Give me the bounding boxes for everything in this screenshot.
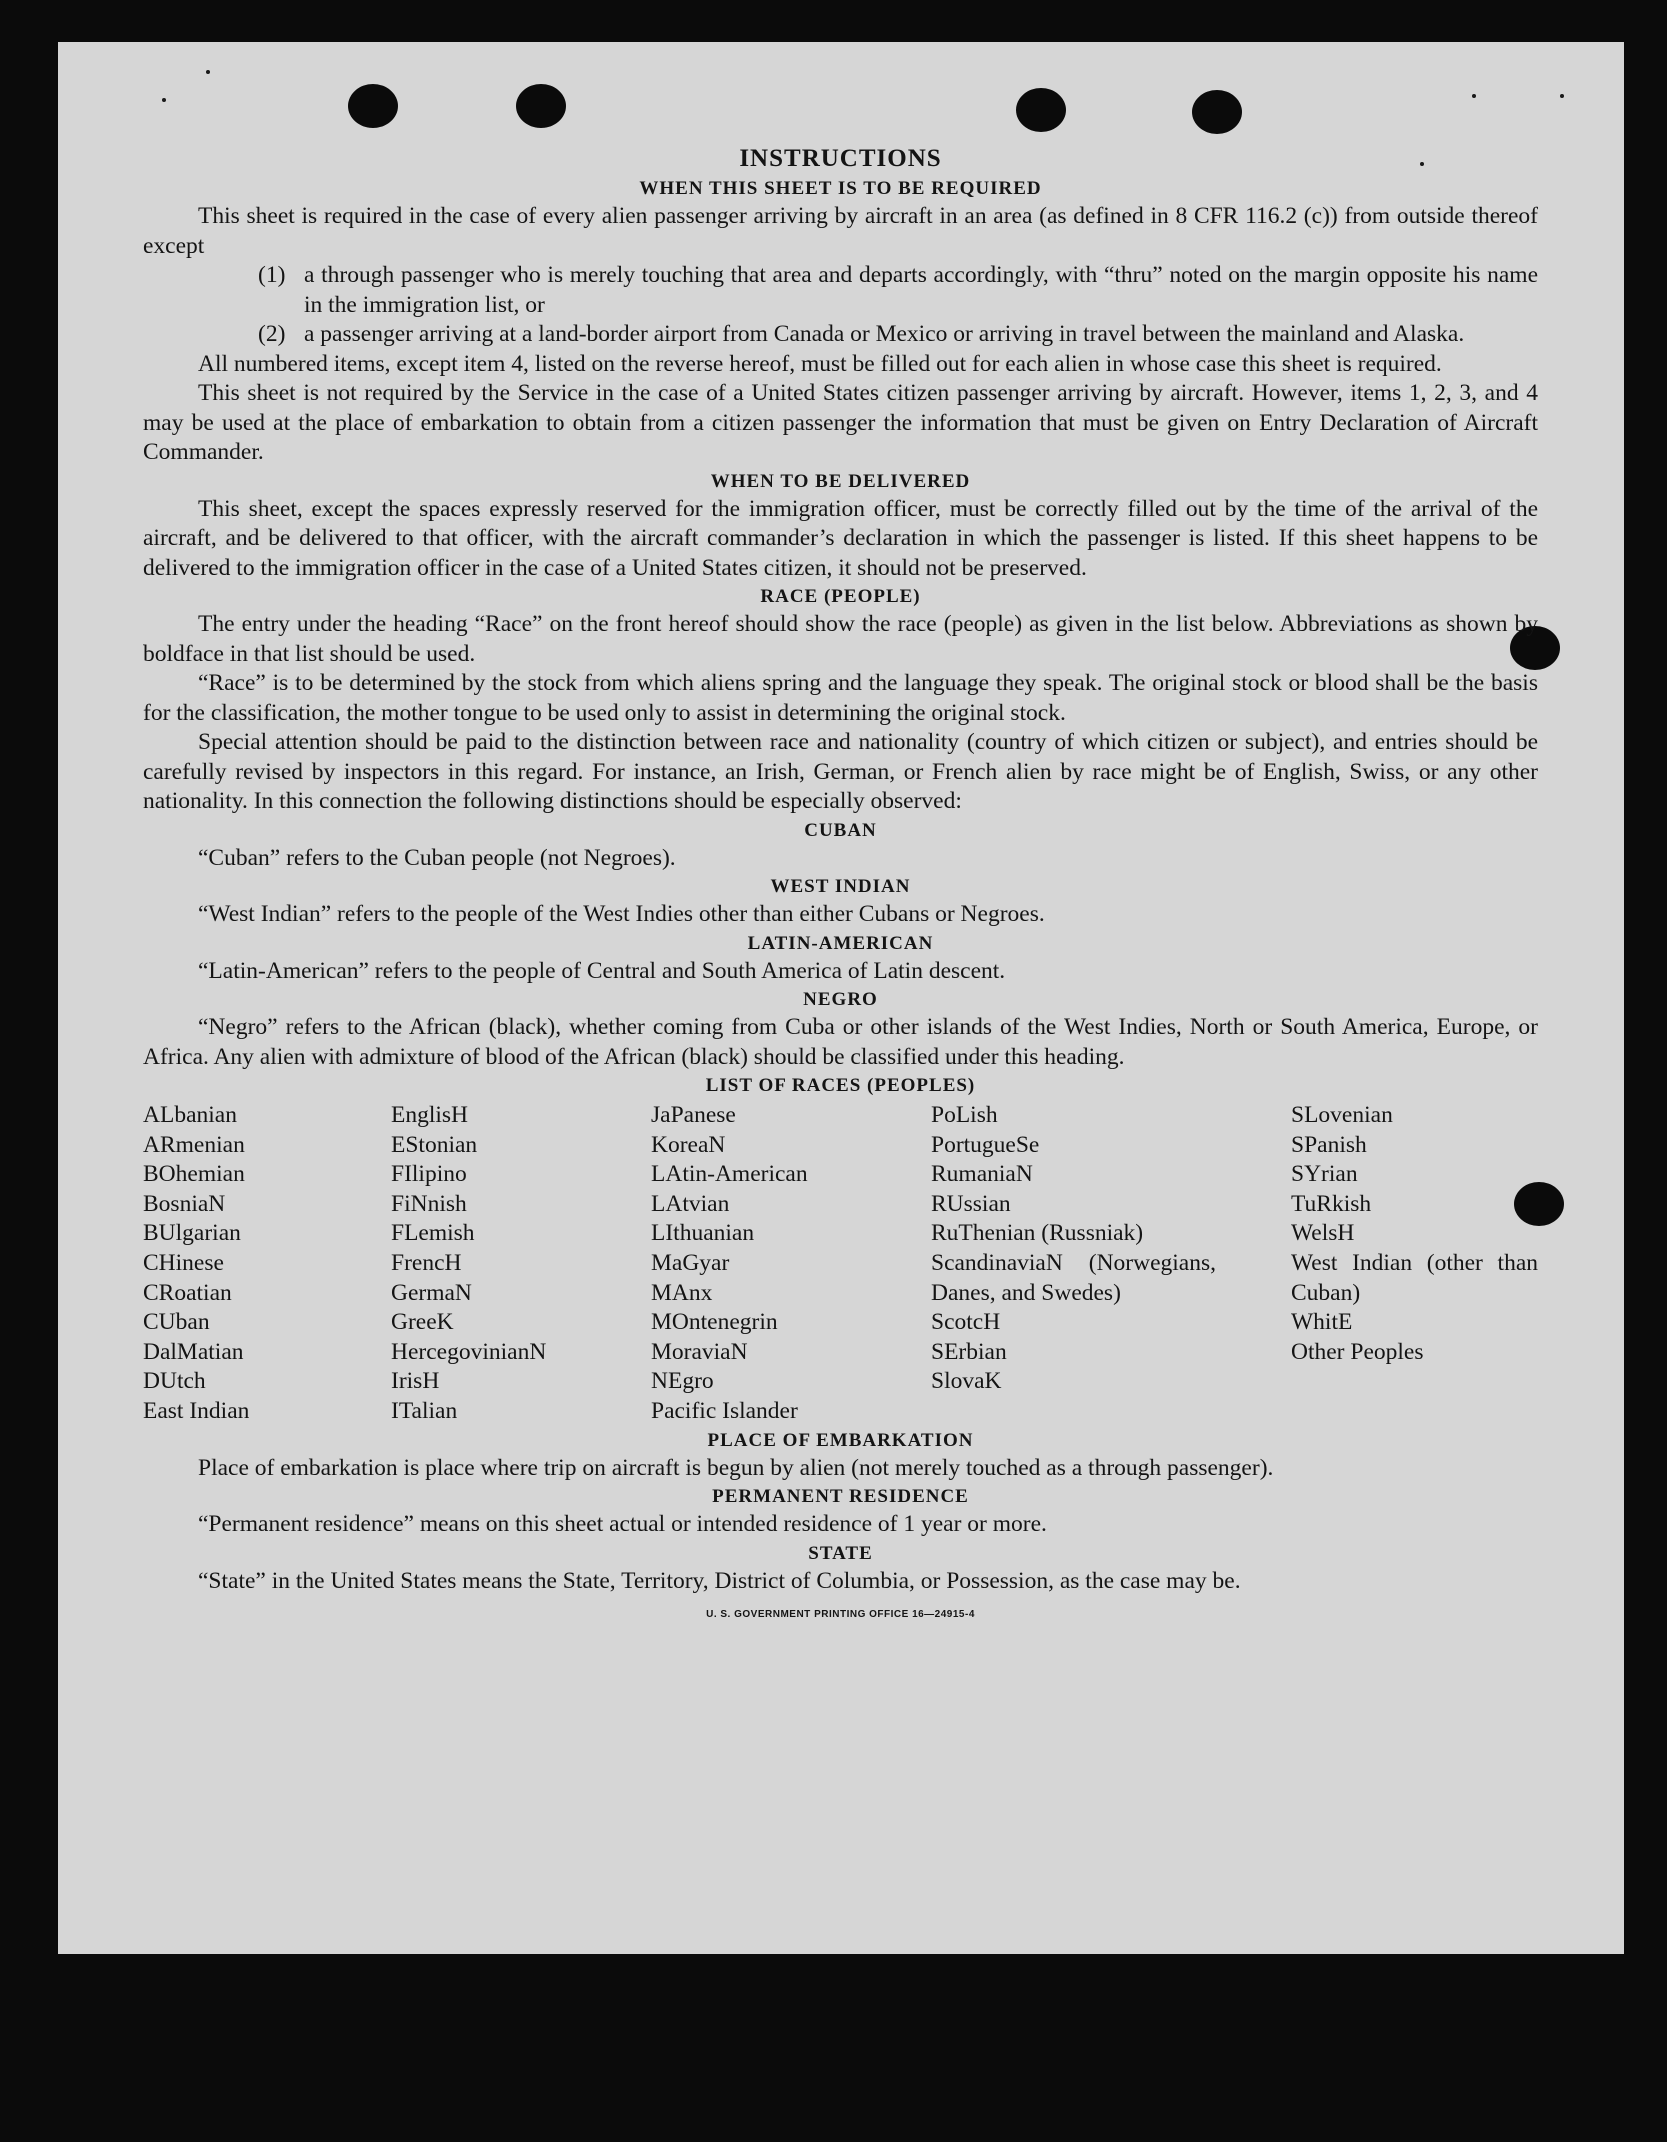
item-number: (1): [258, 262, 286, 288]
race-entry: TuRkish: [1291, 1190, 1372, 1217]
race-column-1: [143, 1101, 391, 1427]
race-entry: FrencH: [391, 1249, 462, 1276]
heading-place-of-embarkation: PLACE OF EMBARKATION: [707, 1429, 974, 1451]
race-entry: West Indian (other than Cuban): [1291, 1249, 1538, 1306]
race-entry: SErbian: [931, 1338, 1007, 1365]
punch-hole-4: [1192, 90, 1242, 134]
race-entry: Other Peoples: [1291, 1338, 1424, 1365]
paragraph-race-nationality: Special attention should be paid to the distinction between race and nationality (country of which citizen or subject), and entries should be carefully revised by inspectors in this regard. For instance, an Irish, German, or French alien by race might be of English, Swiss, or any other nationality. In this connection the following distinctions should be especially observed:: [143, 729, 1538, 814]
race-entry: ScotcH: [931, 1309, 1001, 1336]
race-column-2: [391, 1101, 651, 1427]
race-entry: MaGyar: [651, 1249, 730, 1276]
document-page: [58, 42, 1624, 1954]
section-heading-delivered: WHEN TO BE DELIVERED: [710, 470, 971, 492]
instructions-text: [143, 142, 1538, 1630]
punch-hole-3: [1016, 88, 1066, 132]
paragraph-race-entry: The entry under the heading “Race” on the front hereof should show the race (people) as given in the list below. Abbreviations as shown by boldface in that list should be used.: [143, 611, 1538, 667]
race-entry: BOhemian: [143, 1161, 245, 1188]
race-entry: RuThenian (Russniak): [931, 1220, 1144, 1247]
race-entry: SYrian: [1291, 1161, 1358, 1188]
race-column-3: [651, 1101, 931, 1427]
race-entry: IrisH: [391, 1368, 440, 1395]
definition-latin-american: “Latin-American” refers to the people of Central and South America of Latin descent.: [198, 957, 1006, 984]
speck: [162, 98, 166, 102]
definition-state: “State” in the United States means the State, Territory, District of Columbia, or Possession, as the case may be.: [198, 1567, 1241, 1594]
paragraph-numbered-items: All numbered items, except item 4, listed on the reverse hereof, must be filled out for each alien in whose case this sheet is required.: [198, 350, 1442, 377]
race-entry: GreeK: [391, 1309, 454, 1336]
race-entry: ARmenian: [143, 1131, 245, 1158]
race-entry: WhitE: [1291, 1309, 1353, 1336]
race-entry: ITalian: [391, 1397, 458, 1424]
definition-west-indian: “West Indian” refers to the people of the West Indies other than either Cubans or Negroes.: [198, 901, 1045, 927]
race-entry: FiNnish: [391, 1190, 467, 1217]
race-entry: LAtin-American: [651, 1161, 808, 1188]
race-entry: PortugueSe: [931, 1131, 1040, 1158]
exception-item-1: [143, 261, 1538, 320]
speck: [206, 70, 210, 74]
heading-permanent-residence: PERMANENT RESIDENCE: [712, 1486, 969, 1508]
heading-cuban: CUBAN: [804, 819, 877, 841]
race-entry: NEgro: [651, 1368, 714, 1395]
heading-negro: NEGRO: [803, 989, 878, 1010]
race-entry: DUtch: [143, 1368, 206, 1395]
race-entry: RumaniaN: [931, 1161, 1033, 1188]
race-list: [143, 1101, 1538, 1427]
paragraph-delivery: This sheet, except the spaces expressly reserved for the immigration officer, must be correctly filled out by the time of the arrival of the aircraft, and be delivered to that officer, with the aircraft commander’s declaration in which the passenger is listed. If this sheet happens to be delivered to the immigration officer in the case of a United States citizen, it should not be preserved.: [143, 495, 1538, 581]
heading-list-of-races: LIST OF RACES (PEOPLES): [705, 1075, 976, 1096]
paragraph-race-stock: “Race” is to be determined by the stock from which aliens spring and the language they speak. The original stock or blood shall be the basis for the classification, the mother tongue to be used only to assist in determining the original stock.: [143, 670, 1538, 726]
item-text: a through passenger who is merely touching that area and departs accordingly, with “thru” noted on the margin opposite his name in the immigration list, or: [304, 262, 1538, 318]
race-entry: LAtvian: [651, 1190, 730, 1217]
race-entry: MoraviaN: [651, 1338, 748, 1365]
race-entry: RUssian: [931, 1190, 1011, 1217]
race-entry: ALbanian: [143, 1102, 237, 1128]
speck: [1560, 94, 1564, 98]
heading-west-indian: WEST INDIAN: [770, 876, 911, 897]
race-entry: WelsH: [1291, 1220, 1355, 1247]
race-entry: SLovenian: [1291, 1102, 1393, 1128]
race-entry: HercegovinianN: [391, 1338, 547, 1365]
definition-cuban: “Cuban” refers to the Cuban people (not Negroes).: [198, 844, 676, 871]
definition-embarkation: Place of embarkation is place where trip on aircraft is begun by alien (not merely touched as a through passenger).: [198, 1454, 1274, 1481]
section-heading-required: WHEN THIS SHEET IS TO BE REQUIRED: [639, 178, 1042, 199]
race-entry: BosniaN: [143, 1190, 226, 1217]
race-entry: ScandinaviaN (Norwegians, Danes, and Swedes): [931, 1249, 1216, 1306]
page-title: INSTRUCTIONS: [739, 145, 942, 172]
race-entry: EnglisH: [391, 1102, 469, 1128]
race-entry: JaPanese: [651, 1102, 736, 1128]
race-entry: MOntenegrin: [651, 1309, 778, 1336]
definition-residence: “Permanent residence” means on this sheet actual or intended residence of 1 year or more.: [198, 1511, 1047, 1538]
paragraph-citizen: This sheet is not required by the Service in the case of a United States citizen passenger arriving by aircraft. However, items 1, 2, 3, and 4 may be used at the place of embarkation to obtain from a citizen passenger the information that must be given on Entry Declaration of Aircraft Commander.: [143, 380, 1538, 465]
race-entry: EStonian: [391, 1131, 478, 1158]
race-entry: CRoatian: [143, 1279, 232, 1306]
exception-item-2: [143, 320, 1538, 350]
heading-state: STATE: [808, 1542, 873, 1564]
section-heading-race: RACE (PEOPLE): [760, 586, 921, 607]
race-entry: GermaN: [391, 1279, 472, 1306]
punch-hole-1: [348, 84, 398, 128]
item-text: a passenger arriving at a land-border airport from Canada or Mexico or arriving in travel between the mainland and Alaska.: [304, 321, 1465, 347]
race-entry: KoreaN: [651, 1131, 726, 1158]
race-entry: PoLish: [931, 1102, 998, 1128]
race-entry: CHinese: [143, 1249, 224, 1276]
race-entry: DalMatian: [143, 1338, 244, 1365]
printing-office-imprint: U. S. GOVERNMENT PRINTING OFFICE 16—24915-4: [706, 1609, 975, 1621]
heading-latin-american: LATIN-AMERICAN: [747, 932, 934, 954]
item-number: (2): [258, 321, 286, 347]
punch-hole-2: [516, 84, 566, 128]
definition-negro: “Negro” refers to the African (black), whether coming from Cuba or other islands of the West Indies, North or South America, Europe, or Africa. Any alien with admixture of blood of the African (black) should be classified under this heading.: [143, 1014, 1538, 1070]
race-entry: MAnx: [651, 1279, 713, 1306]
paragraph-required-intro: This sheet is required in the case of every alien passenger arriving by aircraft in an area (as defined in 8 CFR 116.2 (c)) from outside thereof except: [143, 203, 1538, 259]
race-entry: FIlipino: [391, 1161, 467, 1188]
race-entry: FLemish: [391, 1220, 475, 1247]
race-column-4: [931, 1101, 1291, 1427]
race-entry: BUlgarian: [143, 1220, 241, 1247]
race-entry: LIthuanian: [651, 1220, 755, 1247]
race-entry: East Indian: [143, 1397, 250, 1424]
race-column-5: [1291, 1101, 1538, 1427]
race-entry: SlovaK: [931, 1368, 1002, 1395]
race-entry: CUban: [143, 1309, 210, 1336]
race-entry: SPanish: [1291, 1131, 1367, 1158]
speck: [1472, 94, 1476, 98]
race-entry: Pacific Islander: [651, 1397, 798, 1424]
